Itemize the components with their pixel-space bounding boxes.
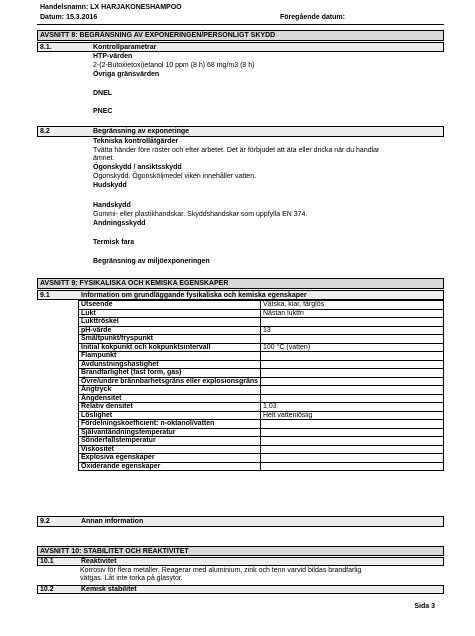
table-row — [79, 301, 444, 310]
table-row — [79, 445, 444, 454]
table-row — [79, 360, 444, 369]
section-10-2-header — [37, 585, 444, 594]
property-value: Vätska, klar, färglös — [261, 301, 444, 310]
section-8-1-header — [37, 42, 444, 52]
section-8-header — [37, 30, 444, 41]
section-9-header — [37, 278, 444, 289]
htp-label: HTP-värden — [93, 53, 133, 60]
property-label: Smältpunkt/fryspunkt — [79, 335, 261, 344]
other-limits-label: Övriga gränsvärden — [93, 71, 160, 78]
table-row — [79, 428, 444, 437]
environmental-exposure-label: Begränsning av miljöexponeringen — [93, 258, 210, 265]
hand-protection-text: Gummi- eller plastikhandskar. Skyddshandskar som uppfylla EN 374. — [93, 211, 308, 218]
property-value — [261, 428, 444, 437]
section-10-header — [37, 546, 444, 556]
table-row — [79, 309, 444, 318]
table-row — [79, 437, 444, 446]
tech-controls-text-cont: ämnet. — [93, 155, 115, 162]
property-value — [261, 386, 444, 395]
date-line: Datum: 15.3.2016 — [40, 14, 98, 21]
skin-protection-label: Hudskydd — [93, 182, 127, 189]
section-9-1-header — [37, 290, 444, 300]
section-9-1-title: Information om grundläggande fysikaliska och kemiska egenskaper — [81, 292, 307, 299]
property-label: Avdunstningshastighet — [79, 360, 261, 369]
property-value — [261, 377, 444, 386]
table-row — [79, 411, 444, 420]
property-value: 13 — [261, 326, 444, 335]
thermal-hazard-label: Termisk fara — [93, 239, 135, 246]
htp-value: 2-(2-Butoxietoxi)etanol 10 ppm (8 h) 68 mg/m3 (8 h) — [93, 62, 255, 69]
property-value — [261, 335, 444, 344]
eye-protection-label: Ögonskydd / ansiktsskydd — [93, 164, 182, 171]
properties-table — [78, 300, 444, 471]
property-label: Lukt — [79, 309, 261, 318]
property-value — [261, 369, 444, 378]
property-label: Brandfarlighet (fast form, gas) — [79, 369, 261, 378]
table-row — [79, 352, 444, 361]
section-8-1-number: 8.1. — [40, 44, 52, 51]
property-value — [261, 318, 444, 327]
property-label: Viskositet — [79, 445, 261, 454]
table-row — [79, 326, 444, 335]
property-label: Övre/undre brännbarhetsgräns eller explosionsgräns — [79, 377, 261, 386]
table-row — [79, 343, 444, 352]
property-label: Ångtryck — [79, 386, 261, 395]
property-label: Löslighet — [79, 411, 261, 420]
section-10-title: AVSNITT 10: STABILITET OCH REAKTIVITET — [40, 548, 189, 555]
header-divider — [37, 24, 444, 25]
property-value — [261, 394, 444, 403]
property-label: Flampunkt — [79, 352, 261, 361]
property-label: Sönderfallstemperatur — [79, 437, 261, 446]
property-value — [261, 360, 444, 369]
section-8-2-number: 8.2 — [40, 128, 50, 135]
section-8-1-title: Kontrollparametrar — [93, 44, 157, 51]
property-value: Helt vattenlöslig — [261, 411, 444, 420]
table-row — [79, 394, 444, 403]
property-label: Explosiva egenskaper — [79, 454, 261, 463]
date: 15.3.2016 — [66, 14, 98, 21]
property-value — [261, 445, 444, 454]
section-9-2-title: Annan information — [81, 518, 144, 525]
table-row — [79, 369, 444, 378]
property-value — [261, 352, 444, 361]
section-10-2-title: Kemisk stabilitet — [81, 586, 137, 593]
table-row — [79, 335, 444, 344]
eye-protection-text: Ögonskydd. Ögonsköljmedel viken innehåller vatten. — [93, 173, 257, 180]
table-row — [79, 318, 444, 327]
property-label: Relativ densitet — [79, 403, 261, 412]
section-8-2-header — [37, 126, 444, 137]
trade-name-label: Handelsnamn: LX HARJAKONESHAMPOO — [40, 4, 182, 11]
property-label: Initial kokpunkt och kokpunktsintervall — [79, 343, 261, 352]
property-value — [261, 454, 444, 463]
property-label: Oxiderande egenskaper — [79, 462, 261, 471]
section-9-1-number: 9.1 — [40, 292, 50, 299]
property-value — [261, 462, 444, 471]
section-8-2-title: Begränsning av exponeringe — [93, 128, 190, 135]
trade-name: LX HARJAKONESHAMPOO — [90, 4, 182, 11]
property-value — [261, 420, 444, 429]
property-value: 1,03 — [261, 403, 444, 412]
section-8-title: AVSNITT 8: BEGRÄNSNING AV EXPONERINGEN/PERSONLIGT SKYDD — [40, 32, 276, 39]
property-label: pH-värde — [79, 326, 261, 335]
tech-controls-text: Tvätta händer före röster och efter arbetet. Det är förbjudet att äta eller dricka när du handlar — [93, 147, 380, 154]
respiratory-protection-label: Andningsskydd — [93, 220, 146, 227]
property-label: Ångdensitet — [79, 394, 261, 403]
property-value: Nästan luktfri — [261, 309, 444, 318]
table-row — [79, 403, 444, 412]
section-10-1-number: 10.1 — [40, 558, 54, 565]
tech-controls-label: Tekniska kontrollåtgärder — [93, 138, 179, 145]
section-10-2-number: 10.2 — [40, 586, 54, 593]
property-label: Självantändningstemperatur — [79, 428, 261, 437]
section-10-1-title: Reaktivitet — [81, 558, 117, 565]
table-row — [79, 377, 444, 386]
reactivity-text: Korrosiv för flera metaller. Reagerar med aluminium, zink och tenn varvid bildas brandfarlig — [80, 567, 362, 574]
section-9-title: AVSNITT 9: FYSIKALISKA OCH KEMISKA EGENSKAPER — [40, 280, 229, 287]
property-value: 100 °C (vatten) — [261, 343, 444, 352]
property-label: Fördelningskoefficient: n-oktanol/vatten — [79, 420, 261, 429]
previous-date-label: Föregående datum: — [280, 14, 345, 21]
pnec-label: PNEC — [93, 108, 113, 115]
table-row — [79, 454, 444, 463]
property-label: Utseende — [79, 301, 261, 310]
property-value — [261, 437, 444, 446]
table-row — [79, 420, 444, 429]
reactivity-text-cont: vätgas. Låt inte torka på glasytor. — [80, 575, 183, 582]
page-number: Sida 3 — [414, 603, 435, 610]
section-9-2-number: 9.2 — [40, 518, 50, 525]
dnel-label: DNEL — [93, 90, 113, 97]
section-10-1-header — [37, 557, 444, 566]
property-label: Lukttröskel — [79, 318, 261, 327]
section-9-2-header — [37, 516, 444, 527]
hand-protection-label: Handskydd — [93, 202, 131, 209]
table-row — [79, 462, 444, 471]
table-row — [79, 386, 444, 395]
